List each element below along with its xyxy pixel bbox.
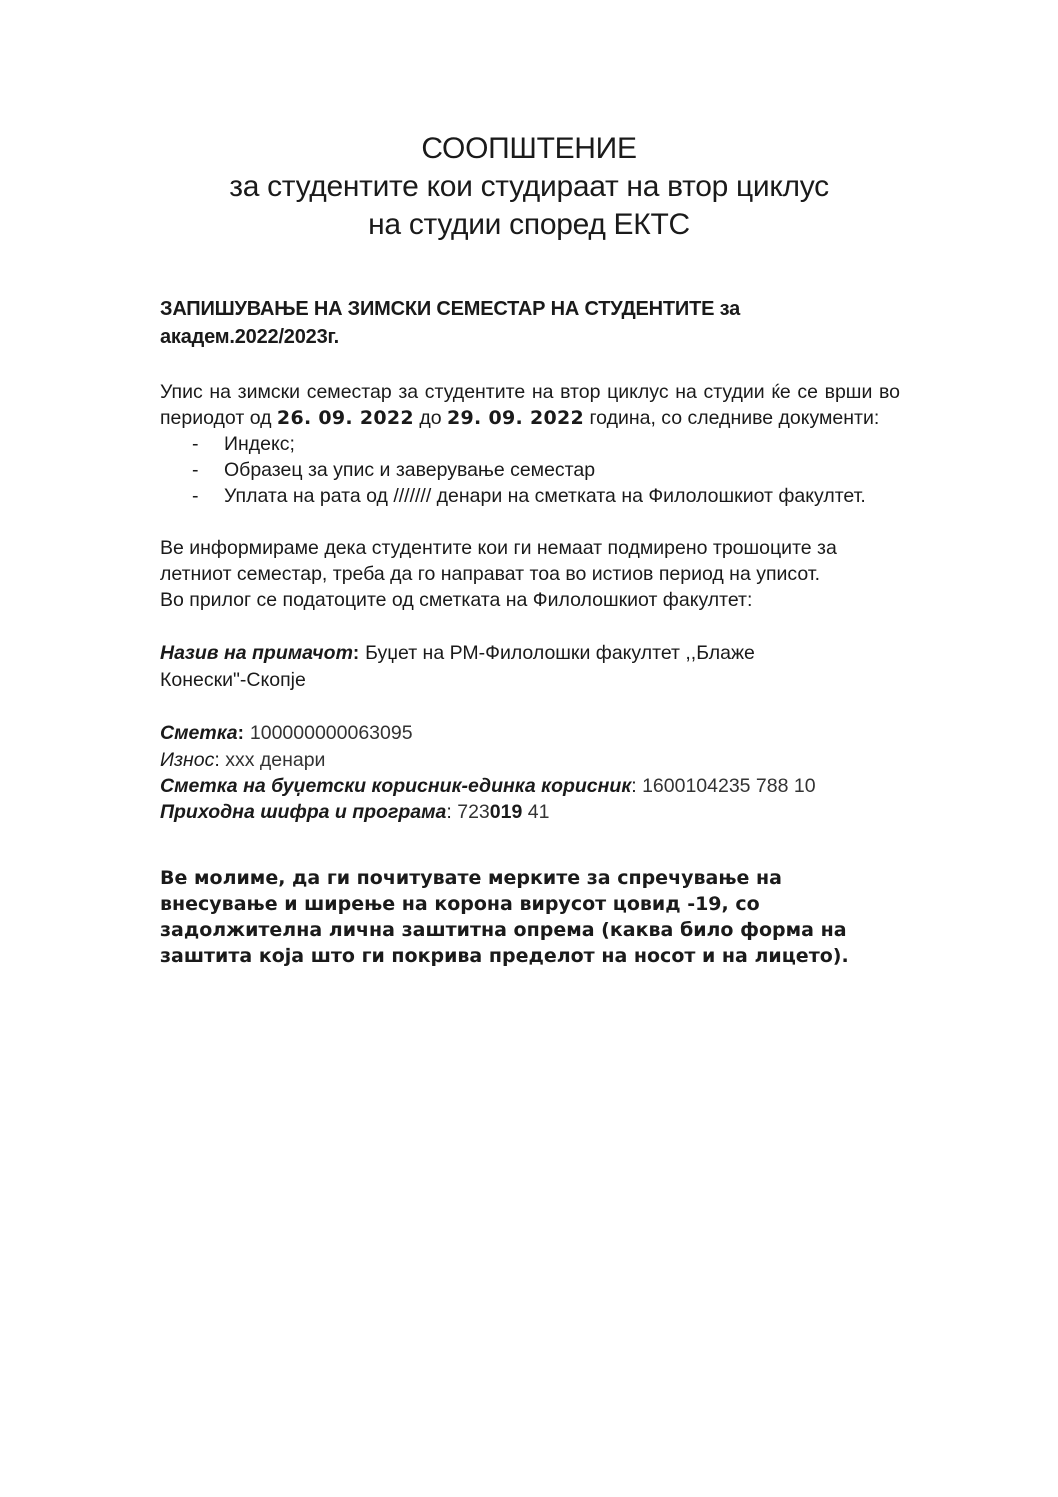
amount-value: xxx денари — [225, 749, 326, 771]
revenue-code-value-c: 41 — [522, 801, 550, 823]
account-value: 100000000063095 — [249, 722, 413, 744]
header-subtitle-line-1: за студентите кои студираат на втор циклус — [229, 170, 829, 203]
info-line-1: Ве информираме дека студентите кои ги немаат подмирено трошоците за — [160, 537, 837, 559]
header-title: СООПШТЕНИЕ — [421, 132, 637, 165]
payee-value-line-1: Буџет на РМ-Филолошки факултет ,,Блаже — [365, 642, 755, 664]
account-details — [160, 720, 900, 825]
enrollment-text-end: година, со следниве документи: — [584, 407, 880, 429]
note-line-1: Ве молиме, да ги почитувате мерките за спречување на — [160, 867, 782, 889]
list-dash: - — [192, 433, 199, 455]
covid-measures-note — [160, 865, 880, 969]
announcement-body — [160, 295, 900, 969]
list-item-text: Образец за упис и заверување семестар — [224, 459, 596, 481]
list-dash: - — [192, 485, 199, 507]
enrollment-text-start: Упис на зимски семестар за студентите на втор циклус на студии ќе се врши во периодот од — [160, 381, 900, 429]
list-item — [160, 431, 900, 457]
amount-colon: : — [214, 749, 226, 771]
revenue-code-value-a: 723 — [457, 801, 490, 823]
budget-account-colon: : — [631, 775, 643, 797]
info-line-3: Во прилог се податоците од сметката на Филолошкиот факултет: — [160, 589, 753, 611]
section-title — [160, 295, 900, 351]
section-title-line-1: ЗАПИШУВАЊЕ НА ЗИМСКИ СЕМЕСТАР НА СТУДЕНТИТЕ за — [160, 298, 741, 320]
info-paragraph — [160, 535, 900, 613]
payee-value-line-2: Конески"-Скопје — [160, 669, 306, 691]
payee-colon: : — [352, 643, 366, 664]
list-item-text: Уплата на рата од /////// денари на сметката на Филолошкиот факултет. — [224, 485, 866, 507]
required-documents-list — [160, 431, 900, 509]
budget-account-value: 1600104235 788 10 — [642, 775, 816, 797]
account-label: Сметка — [160, 722, 238, 744]
revenue-code-label: Приходна шифра и програма — [160, 801, 447, 823]
enrollment-paragraph — [160, 379, 900, 431]
info-line-2: летниот семестар, треба да го направат тоа во истиов период на уписот. — [160, 563, 820, 585]
enrollment-date-from: 26. 09. 2022 — [276, 407, 414, 429]
amount-label: Износ — [160, 749, 215, 771]
payee-label: Назив на примачот — [160, 642, 353, 664]
header-subtitle-line-2: на студии според ЕКТС — [368, 208, 690, 241]
account-colon: : — [237, 723, 250, 744]
enrollment-date-to: 29. 09. 2022 — [447, 407, 585, 429]
payee-block — [160, 640, 900, 693]
revenue-code-colon: : — [446, 801, 458, 823]
budget-account-label: Сметка на буџетски корисник-единка корисник — [160, 775, 632, 797]
section-title-line-2: академ.2022/2023г. — [160, 326, 339, 348]
list-item-text: Индекс; — [224, 433, 295, 455]
revenue-code-value-b: 019 — [489, 801, 523, 823]
enrollment-text-mid: до — [413, 407, 448, 429]
list-dash: - — [192, 459, 199, 481]
note-line-4: заштита која што ги покрива пределот на носот и на лицето). — [160, 945, 849, 967]
note-line-2: внесување и ширење на корона вирусот цовид -19, со — [160, 893, 760, 915]
announcement-header — [0, 130, 1058, 244]
list-item — [160, 457, 900, 483]
note-line-3: задолжителна лична заштитна опрема (каква било форма на — [160, 919, 847, 941]
list-item — [160, 483, 900, 509]
